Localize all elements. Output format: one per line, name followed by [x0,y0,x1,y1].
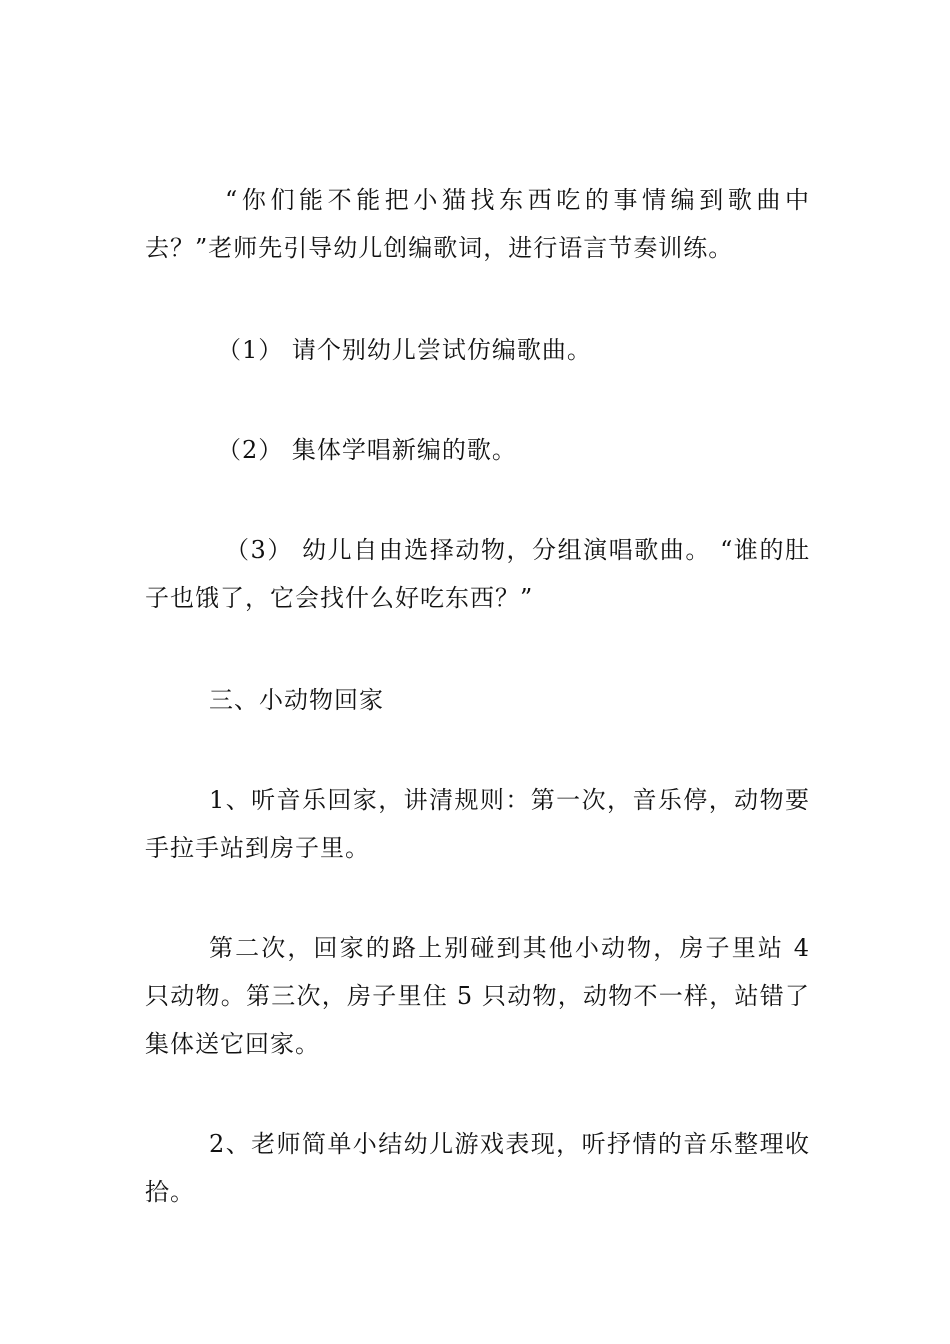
paragraph-step-1: （1） 请个别幼儿尝试仿编歌曲。 [217,336,592,364]
paragraph-step-3: （3） 幼儿自由选择动物，分组演唱歌曲。 “谁的肚子也饿了，它会找什么好吃东西？” [145,536,810,612]
paragraph-rule-1: 1、听音乐回家，讲清规则：第一次，音乐停，动物要手拉手站到房子里。 [145,786,810,862]
paragraph-step-2: （2） 集体学唱新编的歌。 [217,436,517,464]
paragraph-rule-2-3: 第二次，回家的路上别碰到其他小动物，房子里站 4 只动物。第三次，房子里住 5 只动物，动物不一样，站错了集体送它回家。 [145,934,810,1058]
section-heading-animals-go-home: 三、小动物回家 [209,686,384,714]
paragraph-summary: 2、老师简单小结幼儿游戏表现，听抒情的音乐整理收拾。 [145,1130,810,1206]
paragraph-song-creation-question: “你们能不能把小猫找东西吃的事情编到歌曲中去？”老师先引导幼儿创编歌词，进行语言节奏训练。 [145,186,810,262]
